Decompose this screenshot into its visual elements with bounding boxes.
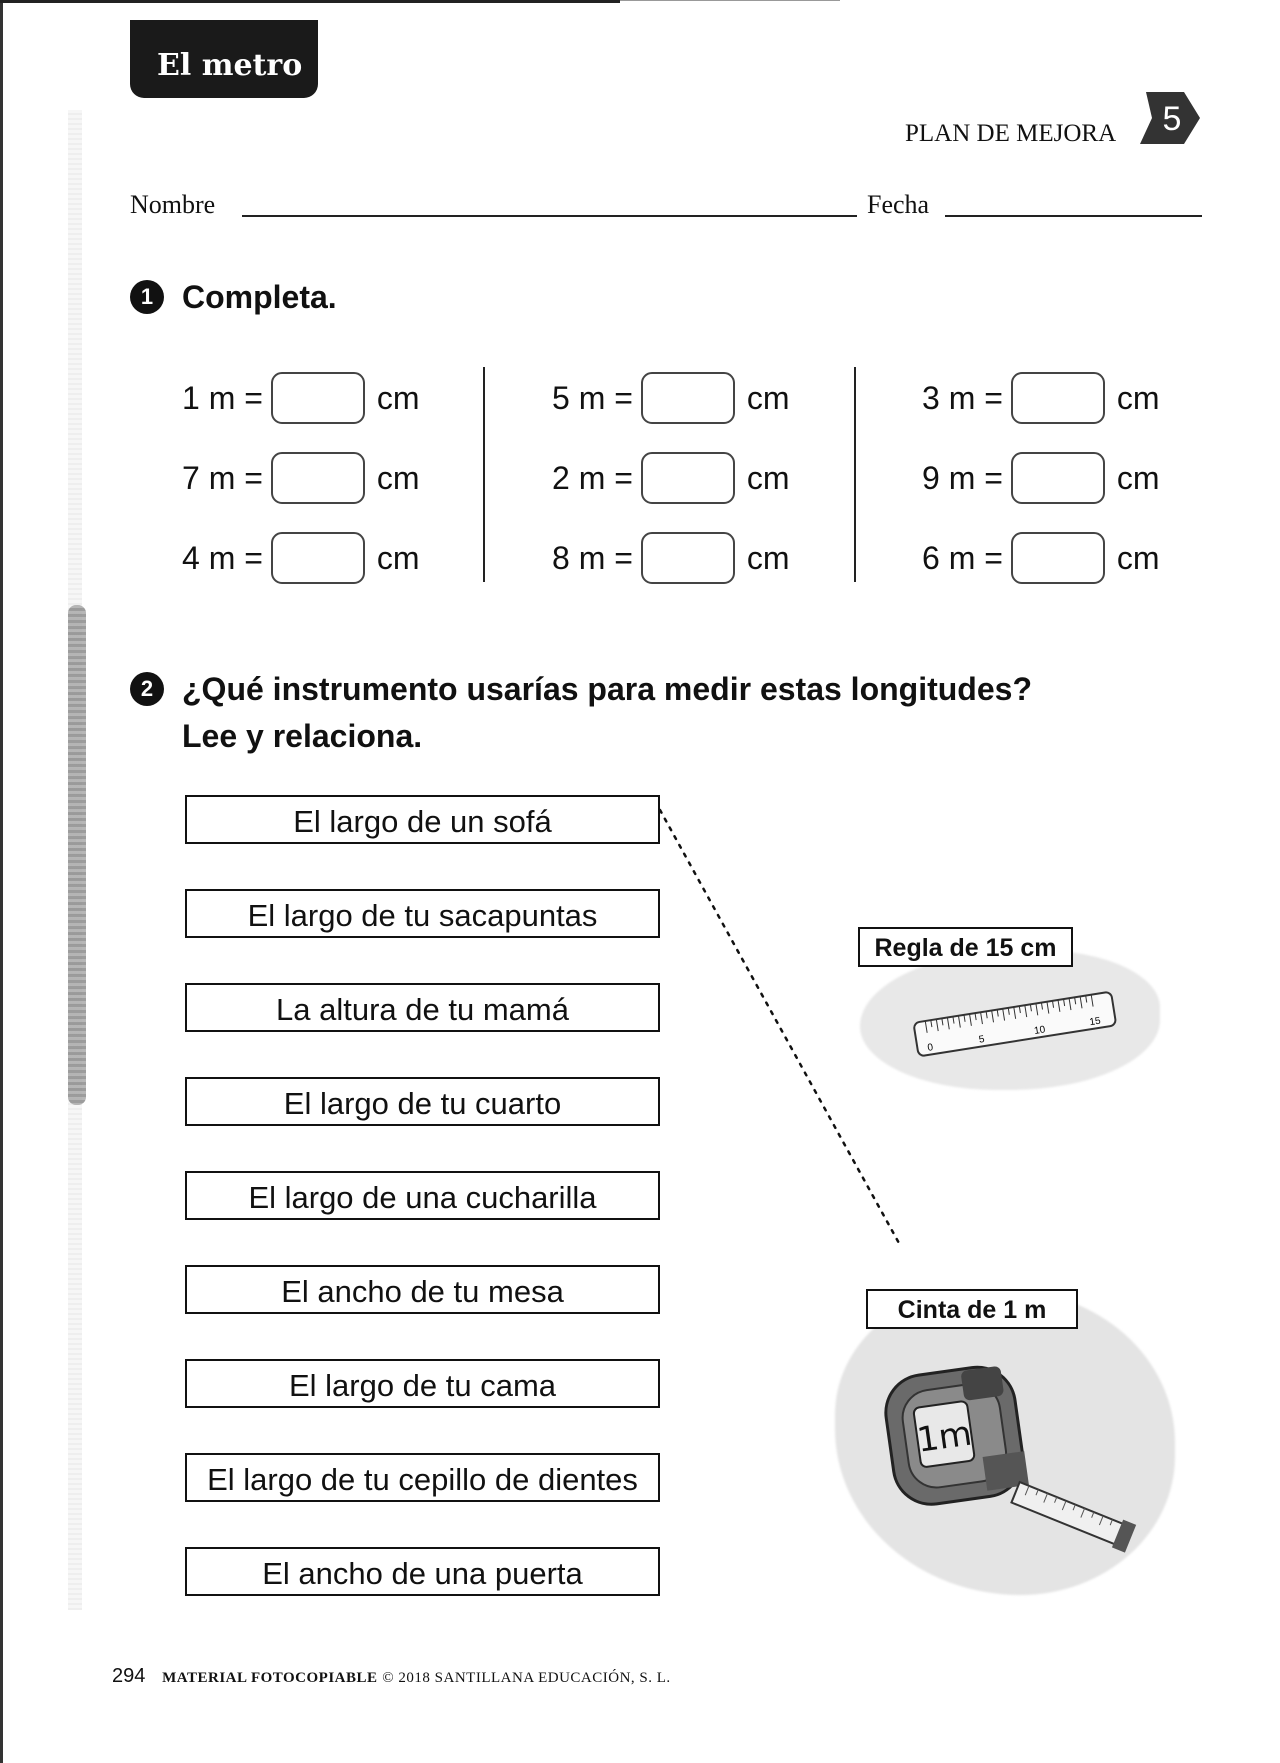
page-number: 294 bbox=[112, 1665, 146, 1687]
footer-copyright: © 2018 SANTILLANA EDUCACIÓN, S. L. bbox=[382, 1670, 671, 1686]
meters-label: 5 m = bbox=[552, 379, 633, 416]
ruler-tick-label: 5 bbox=[978, 1034, 986, 1046]
meters-label: 4 m = bbox=[182, 539, 263, 576]
meters-label: 1 m = bbox=[182, 379, 263, 416]
unit-label: cm bbox=[1116, 539, 1160, 576]
unit-label: cm bbox=[376, 379, 420, 416]
match-item[interactable]: La altura de tu mamá bbox=[185, 983, 660, 1032]
exercise-2-instruction: ¿Qué instrumento usarías para medir estas longitudes? bbox=[182, 671, 1032, 707]
match-item[interactable]: El largo de una cucharilla bbox=[185, 1171, 660, 1220]
match-item[interactable]: El largo de un sofá bbox=[185, 795, 660, 844]
exercise-2-subinstruction: Lee y relaciona. bbox=[182, 718, 423, 754]
match-item[interactable]: El ancho de una puerta bbox=[185, 1547, 660, 1596]
tape-mark: 1m bbox=[914, 1413, 975, 1461]
unit-label: cm bbox=[746, 539, 790, 576]
page-title: El metro bbox=[157, 48, 303, 83]
name-label: Nombre bbox=[130, 190, 216, 219]
unit-label: cm bbox=[746, 379, 790, 416]
ruler-illustration bbox=[905, 985, 1125, 1065]
footer-material: MATERIAL FOTOCOPIABLE bbox=[162, 1670, 378, 1686]
match-item[interactable]: El largo de tu cama bbox=[185, 1359, 660, 1408]
unit-label: cm bbox=[376, 459, 420, 496]
ruler-label[interactable]: Regla de 15 cm bbox=[858, 927, 1073, 967]
footer bbox=[112, 1665, 671, 1688]
ruler-tick-label: 10 bbox=[1033, 1024, 1047, 1037]
meters-label: 3 m = bbox=[922, 379, 1003, 416]
tape-measure-illustration bbox=[880, 1360, 1140, 1580]
tape-label[interactable]: Cinta de 1 m bbox=[866, 1289, 1078, 1329]
meters-label: 7 m = bbox=[182, 459, 263, 496]
match-item[interactable]: El ancho de tu mesa bbox=[185, 1265, 660, 1314]
unit-label: cm bbox=[376, 539, 420, 576]
exercise-1-instruction: Completa. bbox=[182, 279, 337, 315]
ruler-tick-label: 15 bbox=[1088, 1015, 1102, 1029]
unit-label: cm bbox=[1116, 459, 1160, 496]
unit-label: cm bbox=[1116, 379, 1160, 416]
unit-label: cm bbox=[746, 459, 790, 496]
date-label: Fecha bbox=[867, 190, 930, 219]
exercise-1-number: 1 bbox=[130, 280, 164, 314]
match-item[interactable]: El largo de tu cepillo de dientes bbox=[185, 1453, 660, 1502]
match-item[interactable]: El largo de tu cuarto bbox=[185, 1077, 660, 1126]
ruler-tick-label: 0 bbox=[926, 1042, 934, 1054]
exercise-2-number: 2 bbox=[130, 672, 164, 706]
meters-label: 9 m = bbox=[922, 459, 1003, 496]
section-label: PLAN DE MEJORA bbox=[905, 120, 1117, 147]
meters-label: 6 m = bbox=[922, 539, 1003, 576]
unit-number: 5 bbox=[1162, 100, 1182, 138]
meters-label: 8 m = bbox=[552, 539, 633, 576]
meters-label: 2 m = bbox=[552, 459, 633, 496]
match-item[interactable]: El largo de tu sacapuntas bbox=[185, 889, 660, 938]
